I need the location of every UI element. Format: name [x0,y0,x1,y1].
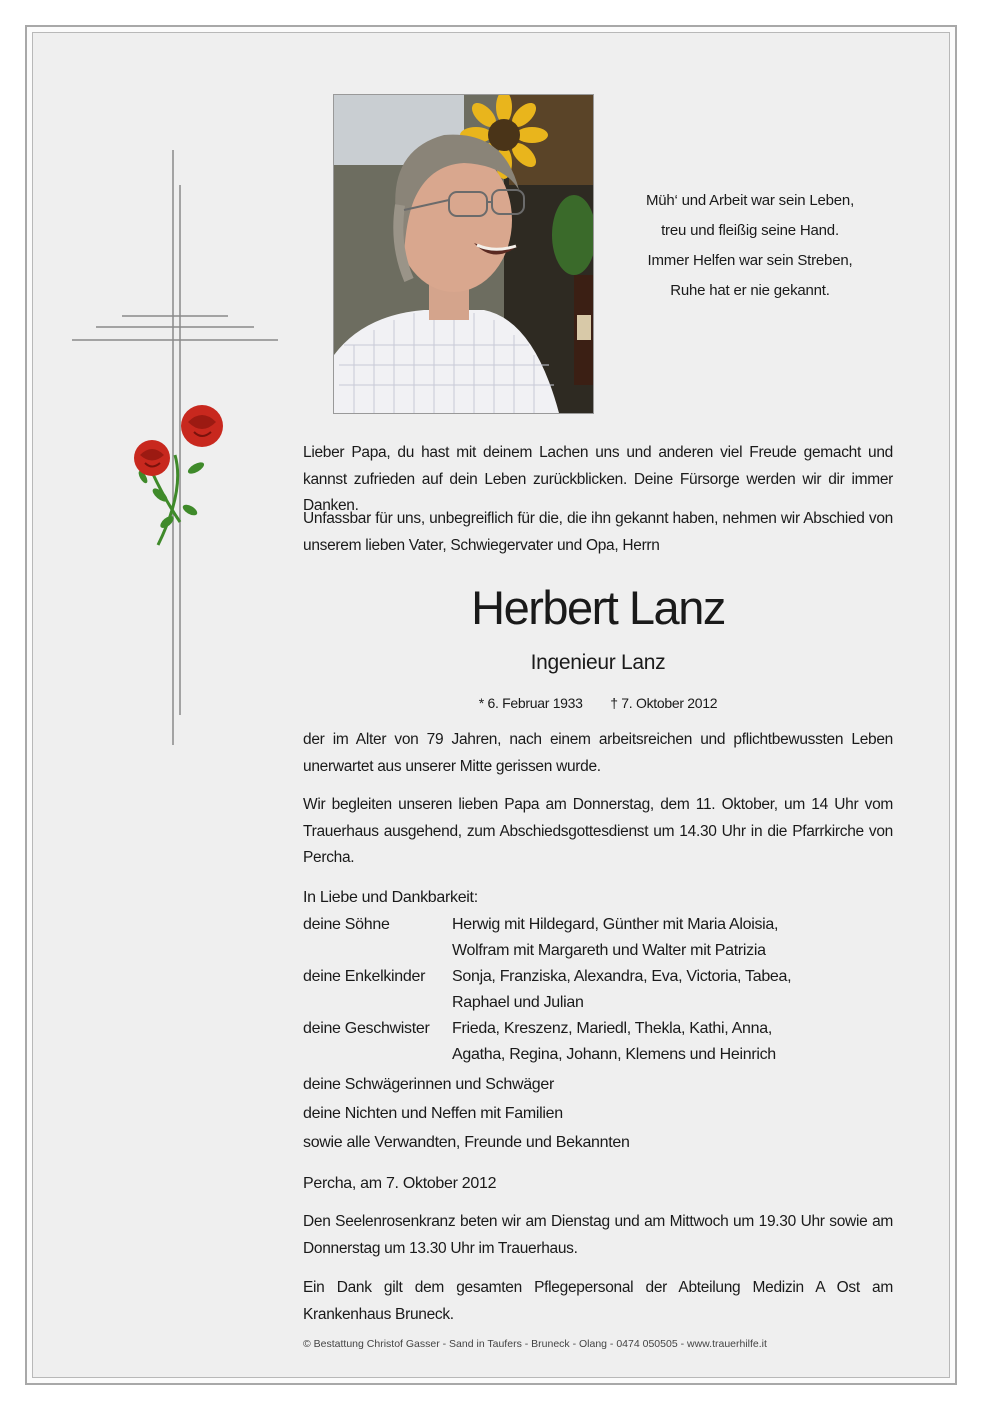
poem-line: Immer Helfen war sein Streben, [647,252,853,269]
intro-text-1: Lieber Papa, du hast mit deinem Lachen uns und anderen viel Freude gemacht und kannst zufrieden auf dein Leben zurückblicken. Deine Fürsorge werden wir dir immer Danken. [303,444,893,514]
family-names-line: Herwig mit Hildegard, Günther mit Maria Aloisia, [452,916,779,933]
family-heading: In Liebe und Dankbarkeit: [303,889,478,906]
family-extra-line: deine Nichten und Neffen mit Familien [303,1105,563,1122]
family-names [452,964,893,1016]
poem-line: Müh‘ und Arbeit war sein Leben, [645,192,855,209]
family-extra-line: sowie alle Verwandten, Freunde und Bekannten [303,1134,630,1151]
family-names-line: Sonja, Franziska, Alexandra, Eva, Victoria, Tabea, [452,968,792,985]
thanks-text: Ein Dank gilt dem gesamten Pflegepersonal der Abteilung Medizin A Ost am Krankenhaus Bruneck. [303,1279,893,1323]
rosary-text: Den Seelenrosenkranz beten wir am Dienstag und am Mittwoch um 19.30 Uhr sowie am Donnerstag um 13.30 Uhr im Trauerhaus. [303,1213,893,1257]
intro-paragraph-2 [303,506,893,559]
family-names-line: Raphael und Julian [452,994,584,1011]
deceased-title: Ingenieur Lanz [530,651,666,674]
age-text: der im Alter von 79 Jahren, nach einem arbeitsreichen und pflichtbewussten Leben unerwartet aus unserer Mitte gerissen wurde. [303,731,893,775]
footer-credits: © Bestattung Christof Gasser - Sand in Taufers - Bruneck - Olang - 0474 050505 - www.trauerhilfe.it [303,1338,767,1350]
family-names-line: Wolfram mit Margareth und Walter mit Patrizia [452,942,766,959]
family-extra [303,1070,893,1157]
family-row [303,1016,893,1068]
birth-date: * 6. Februar 1933 [478,695,583,711]
family-role: deine Geschwister [303,1020,430,1037]
life-dates [303,693,893,713]
cross-with-roses-icon [70,150,282,750]
family-extra-line: deine Schwägerinnen und Schwäger [303,1076,555,1093]
family-row [303,964,893,1016]
family-names [452,912,893,964]
family-names [452,1016,893,1068]
family-row [303,912,893,964]
deceased-name: Herbert Lanz [471,581,725,634]
poem-line: Ruhe hat er nie gekannt. [670,282,830,299]
portrait-photo [333,94,594,414]
family-role: deine Enkelkinder [303,968,426,985]
thanks-paragraph [303,1275,893,1328]
poem-line: treu und fleißig seine Hand. [661,222,839,239]
family-list [303,883,893,1157]
poem [610,186,890,306]
family-role: deine Söhne [303,916,390,933]
funeral-text: Wir begleiten unseren lieben Papa am Donnerstag, dem 11. Oktober, um 14 Uhr vom Trauerhaus ausgehend, zum Abschiedsgottesdienst um 14.30 Uhr in die Pfarrkirche von Percha. [303,796,893,866]
family-names-line: Agatha, Regina, Johann, Klemens und Heinrich [452,1046,776,1063]
age-paragraph [303,727,893,780]
family-names-line: Frieda, Kreszenz, Mariedl, Thekla, Kathi, Anna, [452,1020,772,1037]
funeral-paragraph [303,792,893,872]
death-date: † 7. Oktober 2012 [610,695,718,711]
rosary-paragraph [303,1209,893,1262]
intro-text-2: Unfassbar für uns, unbegreiflich für die, die ihn gekannt haben, nehmen wir Abschied von unserem lieben Vater, Schwiegervater und Opa, Herrn [303,510,893,554]
place-date: Percha, am 7. Oktober 2012 [303,1175,497,1192]
